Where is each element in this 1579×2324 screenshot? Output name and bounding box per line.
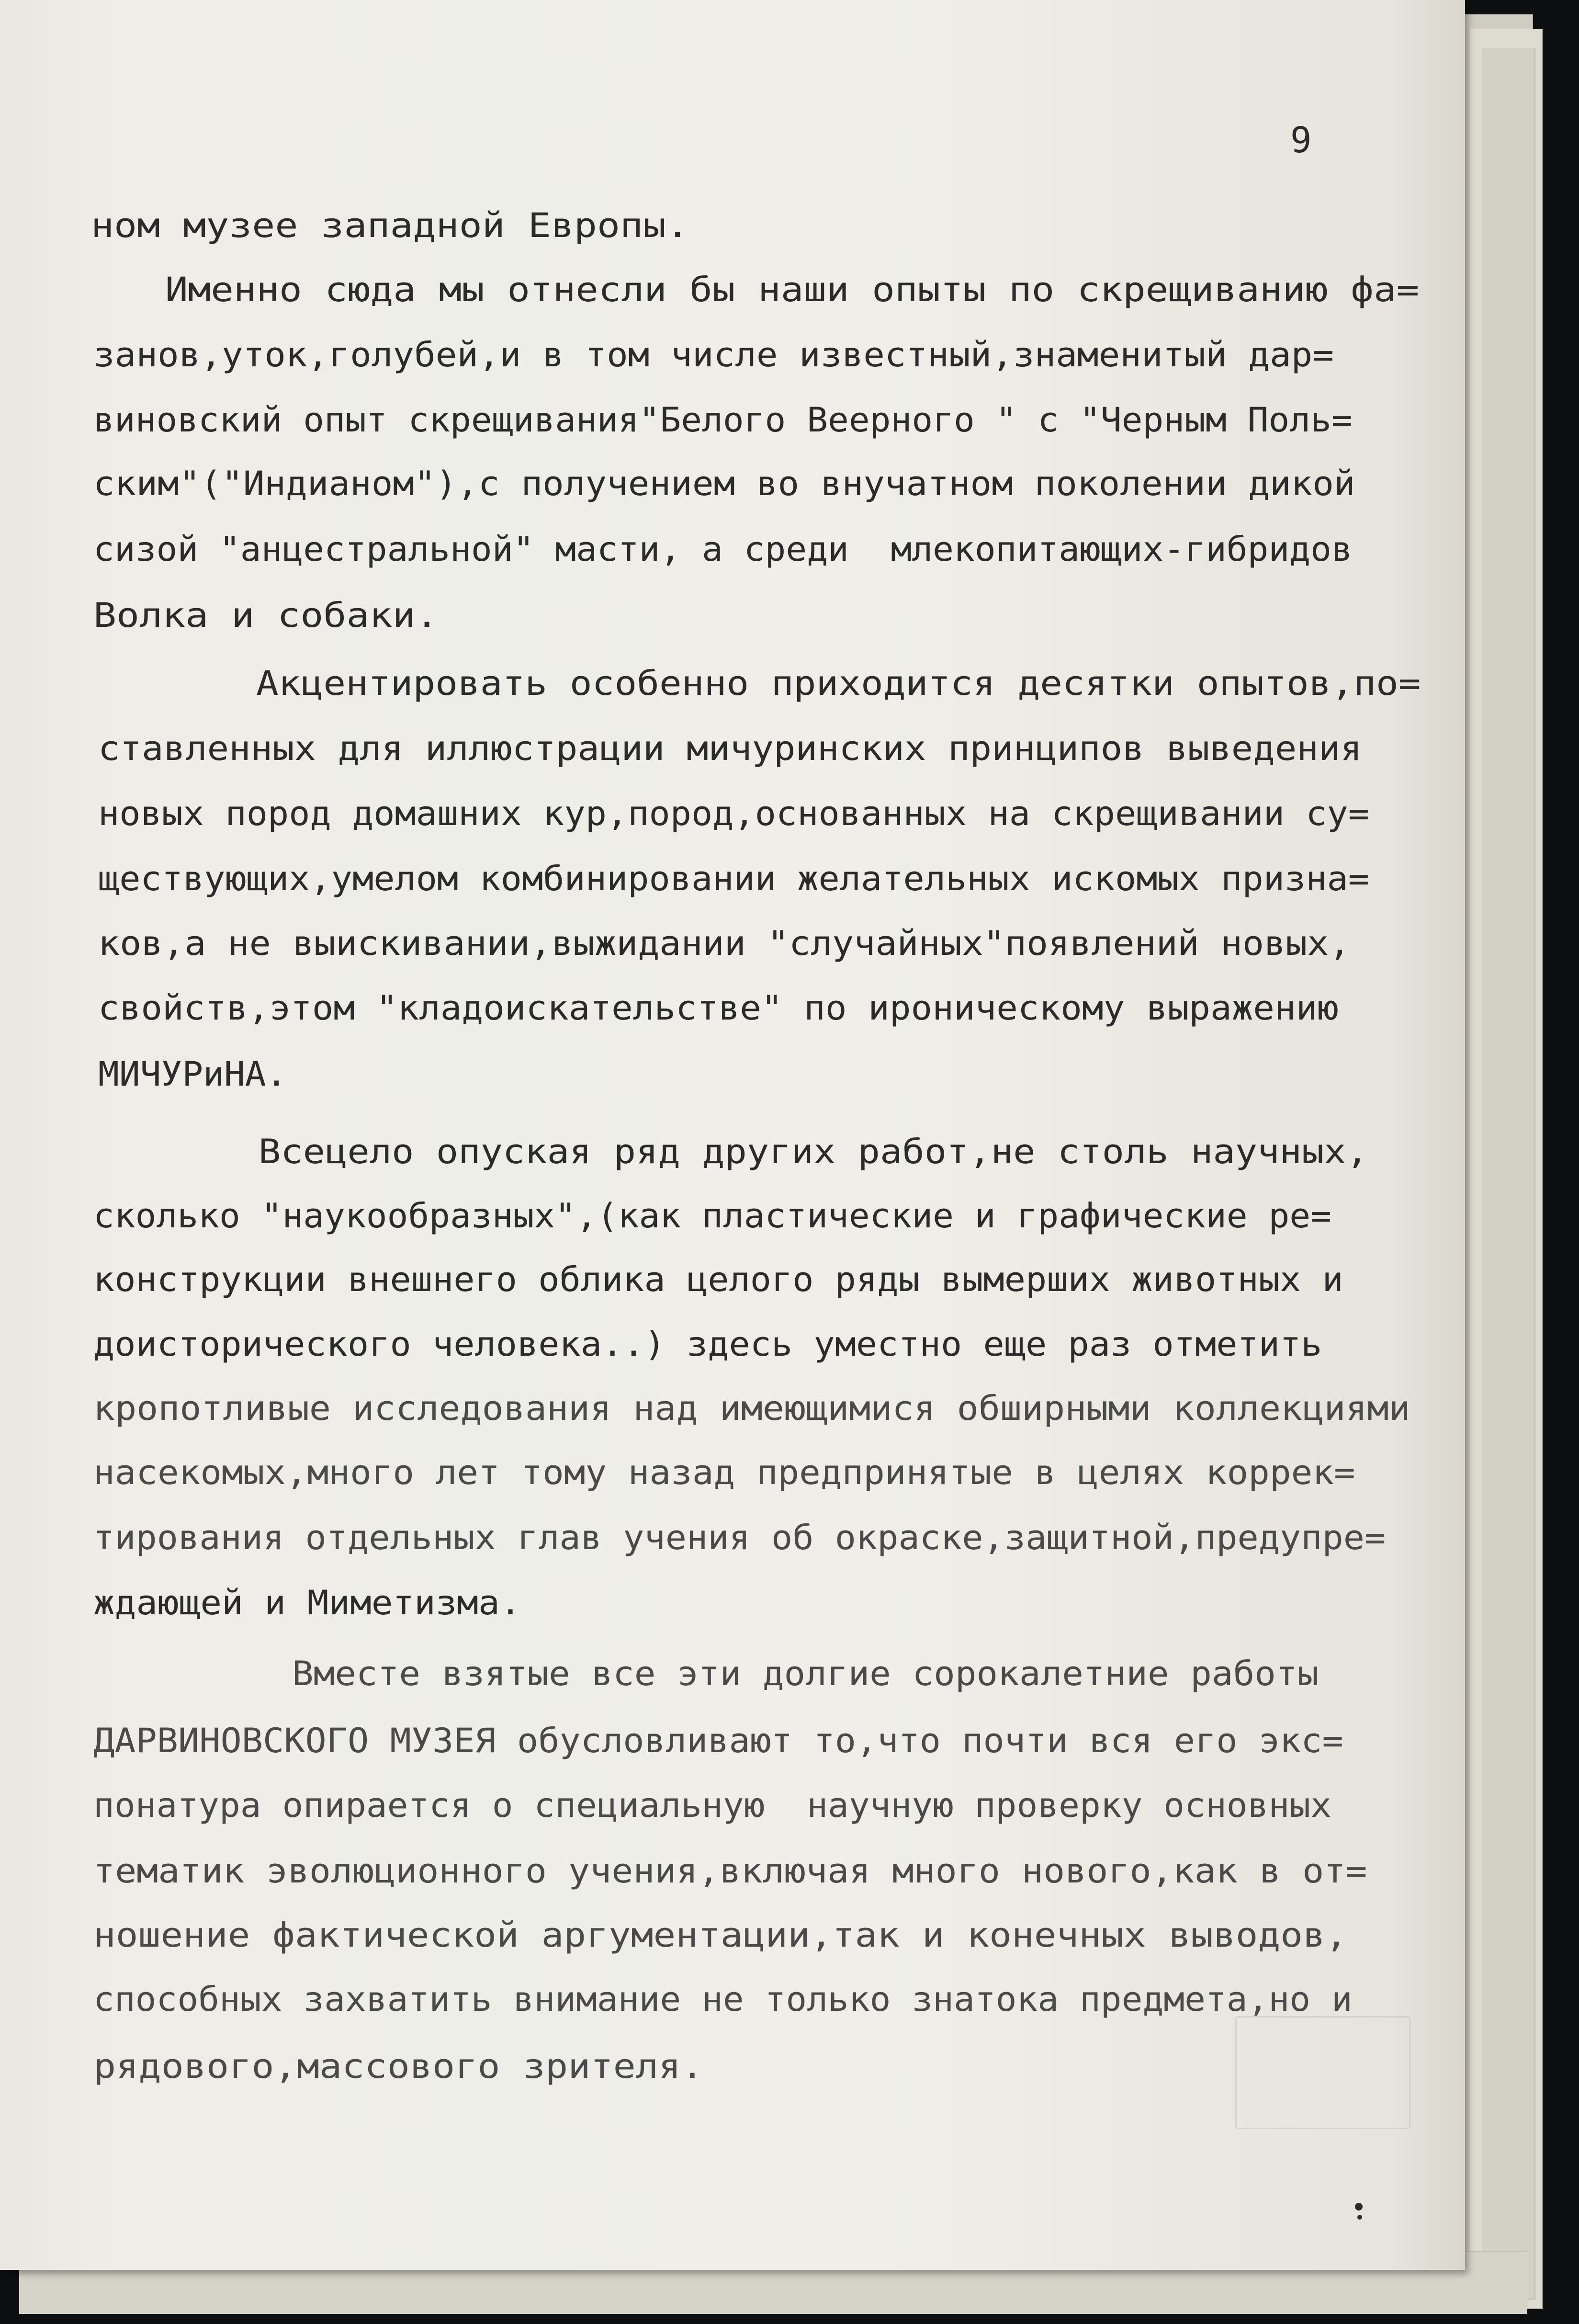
page-stack-edge [1482, 48, 1535, 2300]
text-line: ков,а не выискивании,выжидании "случайных"появлений новых, [98, 924, 1351, 963]
text-line: ном музее западной Европы. [91, 206, 689, 245]
text-line: насекомых,много лет тому назад предпринятые в целях коррек= [93, 1453, 1355, 1492]
text-line: рядового,массового зрителя. [93, 2047, 704, 2086]
ink-dot [1357, 2215, 1362, 2220]
ink-dot [1355, 2203, 1363, 2211]
text-line: ставленных для иллюстрации мичуринских принципов выведения [98, 729, 1362, 768]
text-line: новых пород домашних кур,пород,основанных на скрещивании су= [98, 794, 1370, 833]
text-line: Именно сюда мы отнесли бы наши опыты по скрещиванию фа= [165, 270, 1420, 309]
text-line: понатура опирается о специальную научную проверку основных [93, 1786, 1331, 1825]
page-number: 9 [1290, 120, 1312, 161]
text-line: Всецело опуская ряд других работ,не столь научных, [259, 1132, 1368, 1171]
text-line: конструкции внешнего облика целого ряды вымерших животных и [93, 1260, 1343, 1299]
text-line: МИЧУРиНА. [98, 1054, 287, 1094]
text-line: Вместе взятые все эти долгие сорокалетние работы [292, 1654, 1319, 1693]
text-line: Волка и собаки. [93, 596, 439, 635]
text-line: доисторического человека..) здесь уместно еще раз отметить [93, 1325, 1322, 1364]
text-line: виновский опыт скрещивания"Белого Веерного " с "Черным Поль= [93, 400, 1353, 440]
text-line: способных захватить внимание не только знатока предмета,но и [93, 1980, 1353, 2019]
text-line: свойств,этом "кладоискательстве" по ироническому выражению [98, 988, 1339, 1028]
text-line: ским"("Индианом"),с получением во внучатном поколении дикой [93, 464, 1355, 503]
text-line: ДАРВИНОВСКОГО МУЗЕЯ обусловливают то,что почти вся его экс= [93, 1721, 1343, 1760]
text-line: ществующих,умелом комбинировании желательных искомых призна= [98, 859, 1370, 898]
text-line: сизой "анцестральной" масти, а среди млекопитающих-гибридов [93, 530, 1353, 569]
text-line: кропотливые исследования над имеющимися обширными коллекциями [93, 1389, 1410, 1428]
text-line: Акцентировать особенно приходится десятки опытов,по= [256, 664, 1421, 703]
text-line: тирования отдельных глав учения об окраске,защитной,предупре= [93, 1518, 1386, 1557]
text-line: сколько "наукообразных",(как пластические и графические ре= [93, 1196, 1331, 1236]
text-line: ношение фактической аргументации,так и конечных выводов, [93, 1916, 1348, 1955]
text-line: ждающей и Миметизма. [93, 1583, 521, 1622]
archive-stamp-show-through [1235, 2016, 1410, 2129]
text-line: тематик эволюционного учения,включая много нового,как в от= [93, 1851, 1367, 1891]
text-line: занов,уток,голубей,и в том числе известный,знаменитый дар= [93, 335, 1334, 374]
